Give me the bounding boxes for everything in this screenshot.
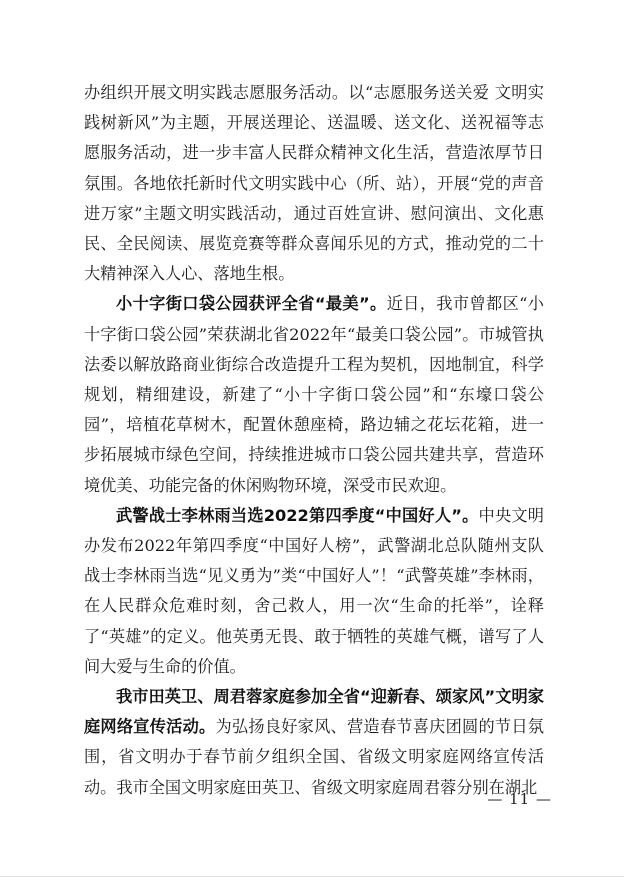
page-number: — 11 —: [487, 790, 552, 808]
paragraph-good-person: [84, 501, 544, 682]
paragraph-heading: 我市田英卫、周君蓉家庭参加全省“迎新春、颂家风”文明家庭网络宣传活动。: [84, 687, 544, 737]
page-bottom-edge: [0, 876, 624, 877]
paragraph-civilized-family: [84, 682, 544, 803]
paragraph-text: 近日，我市曾都区“小十字街口袋公园”荣获湖北省2022年“最美口袋公园”。市城管执法委以解放路商业街综合改造提升工程为契机，因地制宜，科学规划，精细建设，新建了“小十字街口袋公园”和“东壕口袋公园”，培植花草树木，配置休憩座椅，路边辅之花坛花箱，进一步拓展城市绿色空间，持续推进城市口袋公园共建共享，营造环境优美、功能完备的休闲购物环境，深受市民欢迎。: [84, 294, 544, 495]
paragraph-heading: 武警战士李林雨当选2022第四季度“中国好人”。: [116, 505, 479, 525]
paragraph-volunteer-activities: [84, 78, 544, 289]
document-body: [84, 78, 544, 803]
paragraph-heading: 小十字街口袋公园获评全省“最美”。: [116, 294, 387, 314]
paragraph-text: 为弘扬良好家风、营造春节喜庆团圆的节日氛围，省文明办于春节前夕组织全国、省级文明家庭网络宣传活动。我市全国文明家庭田英卫、省级文明家庭周君蓉分别在湖北: [84, 717, 544, 797]
paragraph-text: 办组织开展文明实践志愿服务活动。以“志愿服务送关爱 文明实践树新风”为主题，开展送理论、送温暖、送文化、送祝福等志愿服务活动，进一步丰富人民群众精神文化生活，营造浓厚节日氛围。各地依托新时代文明实践中心（所、站），开展“党的声音进万家”主题文明实践活动，通过百姓宣讲、慰问演出、文化惠民、全民阅读、展览竞赛等群众喜闻乐见的方式，推动党的二十大精神深入人心、落地生根。: [84, 83, 544, 284]
paragraph-text: 中央文明办发布2022年第四季度“中国好人榜”，武警湖北总队随州支队战士李林雨当选“见义勇为”类“中国好人”！“武警英雄”李林雨，在人民群众危难时刻，舍己救人，用一次“生命的托举”，诠释了“英雄”的定义。他英勇无畏、敢于牺牲的英雄气概，谱写了人间大爱与生命的价值。: [84, 505, 544, 676]
paragraph-pocket-park: [84, 289, 544, 500]
